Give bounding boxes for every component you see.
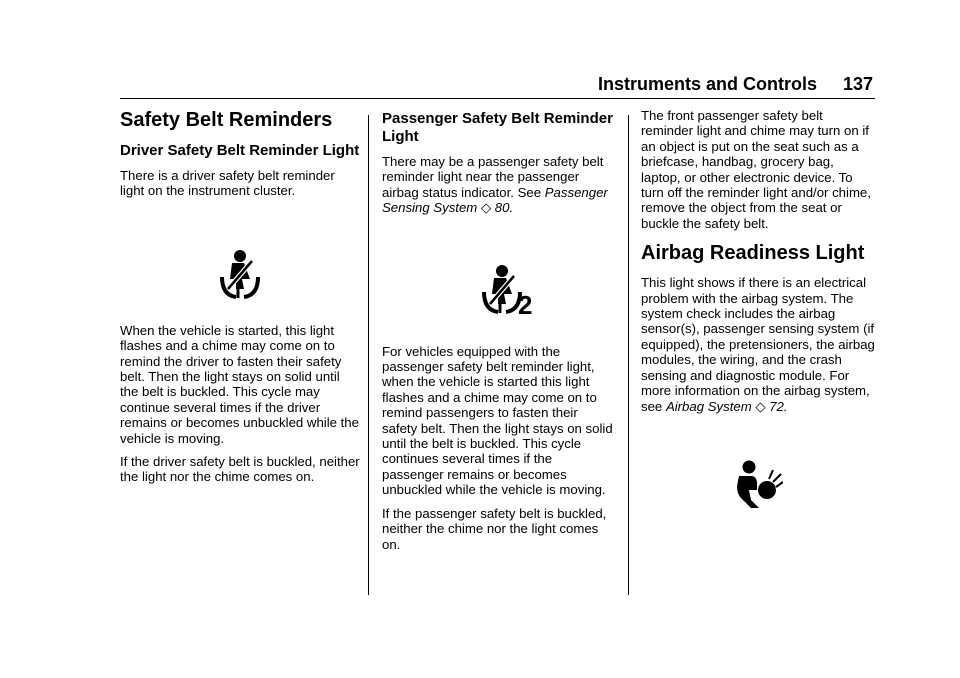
paragraph: For vehicles equipped with the passenger safety belt reminder light, when the vehicle is started this light flashes and a chime may come on to remind passengers to fasten their safety belt. Then the light stays on solid until the belt is buckled. This cycle continues several times if the passenger remains or becomes unbuckled while the vehicle is moving. (382, 343, 613, 498)
passenger-icon-digit: 2 (518, 289, 533, 318)
cross-reference-link[interactable]: Passenger Sensing System (382, 184, 608, 216)
page-reference[interactable]: 80 (494, 200, 510, 216)
subsection-heading: Passenger Safety Belt Reminder Light (382, 110, 613, 145)
paragraph: There may be a passenger safety belt reminder light near the passenger airbag status indicator. See Passenger Sensing System ◇ 80. (382, 154, 608, 216)
cross-reference-link[interactable]: Airbag System (665, 398, 752, 414)
paragraph: When the vehicle is started, this light flashes and a chime may come on to remind the driver to fasten their safety belt. Then the light stays on solid until the belt is buckled. This cycle may continue several times if the driver remains or becomes unbuckled while the vehicle is moving. (120, 322, 359, 446)
airbag-icon-area (641, 422, 877, 522)
page-header (120, 72, 875, 99)
paragraph: This light shows if there is an electrical problem with the airbag system. The system check includes the airbag sensor(s), passenger sensing system (if equipped), the pretensioners, the airbag modules, the wiring, and the crash sensing and diagnostic module. For more information on the airbag system, see Airbag System ◇ 72. (641, 275, 875, 414)
column-divider (368, 115, 369, 595)
paragraph: If the driver safety belt is buckled, neither the light nor the chime comes on. (120, 454, 360, 485)
paragraph: The front passenger safety belt reminder light and chime may turn on if an object is put on the seat such as a briefcase, handbag, grocery bag, laptop, or other electronic device. To turn off the reminder light and/or chime, remove the object from the seat or buckle the safety belt. (641, 108, 871, 231)
column-1 (120, 108, 360, 493)
page-reference[interactable]: 72 (769, 398, 784, 414)
subsection-heading: Driver Safety Belt Reminder Light (120, 142, 360, 159)
ref-symbol: ◇ (480, 200, 492, 216)
airbag-readiness-icon (733, 460, 783, 510)
ref-symbol: ◇ (755, 398, 766, 414)
paragraph: If the passenger safety belt is buckled, neither the chime nor the light comes on. (382, 505, 607, 552)
column-2 (382, 110, 616, 560)
passenger-icon-area (382, 224, 616, 344)
driver-icon-area (120, 207, 360, 323)
paragraph: There is a driver safety belt reminder light on the instrument cluster. (120, 168, 335, 199)
column-3 (641, 108, 877, 522)
page-number: 137 (842, 74, 873, 94)
seatbelt-reminder-icon (214, 249, 262, 299)
column-divider (628, 115, 629, 595)
passenger-seatbelt-reminder-icon (476, 264, 536, 318)
section-heading: Airbag Readiness Light (641, 242, 865, 265)
section-heading: Safety Belt Reminders (120, 109, 333, 131)
section-title: Instruments and Controls (597, 74, 817, 94)
